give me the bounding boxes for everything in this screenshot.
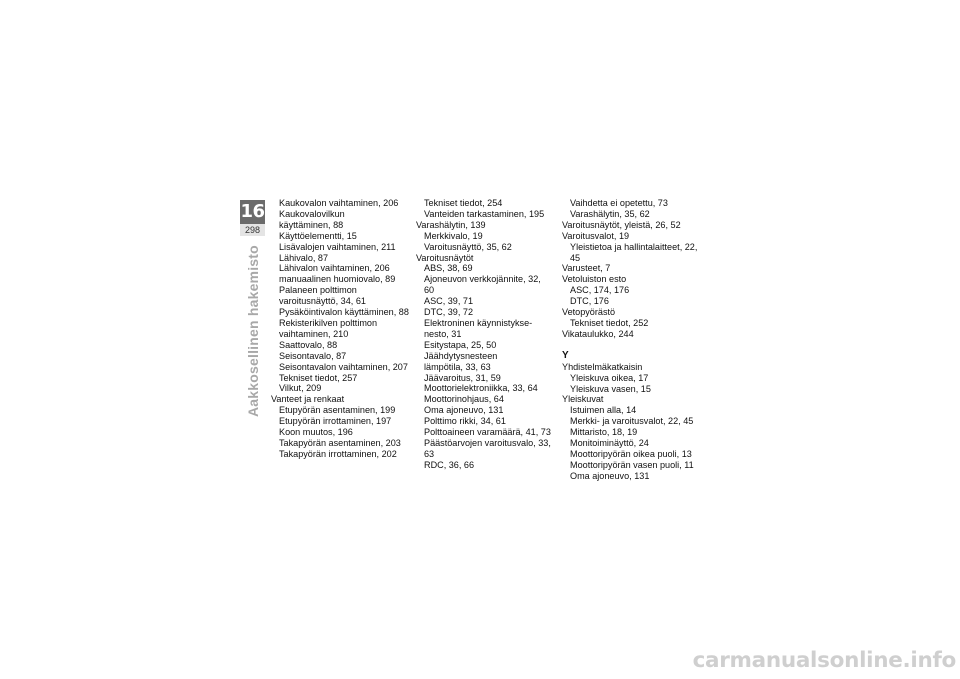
index-subentry: Moottoripyörän oikea puoli, 13 xyxy=(570,448,692,459)
index-subentry: Yleistietoa ja hallintalaitteet, 22, xyxy=(570,241,698,252)
index-subentry: Päästöarvojen varoitusvalo, 33, xyxy=(424,437,551,448)
index-subentry: Istuimen alla, 14 xyxy=(570,405,637,416)
index-subentry: Moottoripyörän vasen puoli, 11 xyxy=(570,459,694,470)
index-subentry: Kaukovalovilkun xyxy=(279,208,345,219)
index-subentry: Etupyörän irrottaminen, 197 xyxy=(279,416,392,427)
index-subentry: varoitusnäyttö, 34, 61 xyxy=(279,296,366,307)
chapter-number: 16 xyxy=(240,201,265,222)
index-subentry: DTC, 176 xyxy=(570,296,609,307)
index-subentry: Palaneen polttimon xyxy=(279,285,357,296)
index-subentry: Koon muutos, 196 xyxy=(279,427,353,438)
index-subentry: Tekniset tiedot, 254 xyxy=(424,198,503,208)
index-entry: Varoitusvalot, 19 xyxy=(562,230,630,241)
index-subentry: Seisontavalo, 87 xyxy=(279,350,347,361)
index-entry: Vetopyörästö xyxy=(562,307,616,318)
index-subentry: Lähivalo, 87 xyxy=(279,252,329,263)
index-subentry: Oma ajoneuvo, 131 xyxy=(424,405,504,416)
index-entry: Varoitusnäytöt, yleistä, 26, 52 xyxy=(562,219,681,230)
index-subentry: lämpötila, 33, 63 xyxy=(424,361,491,372)
index-subentry: Kaukovalon vaihtaminen, 206 xyxy=(279,198,399,208)
index-subentry: 60 xyxy=(424,285,435,296)
index-subentry: Moottorielektroniikka, 33, 64 xyxy=(424,383,538,394)
index-letter-heading: Y xyxy=(562,349,569,361)
index-subentry: Monitoiminäyttö, 24 xyxy=(570,438,649,449)
index-subentry: ASC, 174, 176 xyxy=(570,285,630,296)
index-subentry: Jäähdytysnesteen xyxy=(424,350,498,361)
index-subentry: Polttimo rikki, 34, 61 xyxy=(424,416,506,427)
index-subentry: manuaalinen huomiovalo, 89 xyxy=(279,274,396,285)
index-subentry: 63 xyxy=(424,448,435,459)
index-subentry: Yleiskuva oikea, 17 xyxy=(570,372,649,383)
index-subentry: Mittaristo, 18, 19 xyxy=(570,427,638,438)
index-subentry: Merkki- ja varoitusvalot, 22, 45 xyxy=(570,416,694,427)
index-entry: Yleiskuvat xyxy=(562,394,604,405)
index-subentry: Etupyörän asentaminen, 199 xyxy=(279,405,396,416)
index-subentry: Saattovalo, 88 xyxy=(279,339,338,350)
index-subentry: käyttäminen, 88 xyxy=(279,219,344,230)
index-subentry: Oma ajoneuvo, 131 xyxy=(570,470,650,481)
index-subentry: Merkkivalo, 19 xyxy=(424,230,483,241)
chapter-tab xyxy=(240,200,265,236)
index-subentry: DTC, 39, 72 xyxy=(424,307,474,318)
index-entry: Varoitusnäytöt xyxy=(416,252,474,263)
index-column-3 xyxy=(562,198,704,482)
index-subentry: Vaihdetta ei opetettu, 73 xyxy=(570,198,668,208)
index-column-1 xyxy=(271,198,413,460)
index-subentry: Seisontavalon vaihtaminen, 207 xyxy=(279,361,408,372)
index-subentry: Elektroninen käynnistykse- xyxy=(424,317,533,328)
index-subentry: Ajoneuvon verkkojännite, 32, xyxy=(424,274,541,285)
index-subentry: Vilkut, 209 xyxy=(279,383,322,394)
index-subentry: 45 xyxy=(570,252,581,263)
index-entry: Yhdistelmäkatkaisin xyxy=(562,361,643,372)
index-subentry: Lähivalon vaihtaminen, 206 xyxy=(279,263,390,274)
index-subentry: Lisävalojen vaihtaminen, 211 xyxy=(279,241,396,252)
section-title: Aakkosellinen hakemisto xyxy=(245,245,261,417)
index-subentry: Vanteiden tarkastaminen, 195 xyxy=(424,208,545,219)
index-subentry: ASC, 39, 71 xyxy=(424,296,474,307)
index-subentry: vaihtaminen, 210 xyxy=(279,328,349,339)
watermark-text: carmanualsonline.info xyxy=(692,648,956,673)
index-entry: Vikataulukko, 244 xyxy=(562,328,634,339)
index-subentry: Polttoaineen varamäärä, 41, 73 xyxy=(424,427,551,438)
index-subentry: Käyttöelementti, 15 xyxy=(279,230,357,241)
index-entry: Vanteet ja renkaat xyxy=(271,394,345,405)
page-number: 298 xyxy=(240,224,265,236)
index-subentry: ABS, 38, 69 xyxy=(424,263,473,274)
index-subentry: Tekniset tiedot, 252 xyxy=(570,317,649,328)
index-subentry: Yleiskuva vasen, 15 xyxy=(570,383,651,394)
index-subentry: Varashälytin, 35, 62 xyxy=(570,208,650,219)
index-subentry: nesto, 31 xyxy=(424,328,462,339)
index-subentry: RDC, 36, 66 xyxy=(424,459,475,470)
index-subentry: Pysäköintivalon käyttäminen, 88 xyxy=(279,307,409,318)
index-entry: Vetoluiston esto xyxy=(562,274,627,285)
index-subentry: Moottorinohjaus, 64 xyxy=(424,394,504,405)
index-subentry: Esitystapa, 25, 50 xyxy=(424,339,497,350)
index-subentry: Takapyörän irrottaminen, 202 xyxy=(279,448,397,459)
index-entry: Varusteet, 7 xyxy=(562,263,611,274)
index-column-2 xyxy=(416,198,558,471)
index-subentry: Varoitusnäyttö, 35, 62 xyxy=(424,241,512,252)
index-entry: Varashälytin, 139 xyxy=(416,219,486,230)
index-subentry: Rekisterikilven polttimon xyxy=(279,317,378,328)
index-subentry: Takapyörän asentaminen, 203 xyxy=(279,437,401,448)
index-subentry: Jäävaroitus, 31, 59 xyxy=(424,372,501,383)
index-subentry: Tekniset tiedot, 257 xyxy=(279,372,358,383)
